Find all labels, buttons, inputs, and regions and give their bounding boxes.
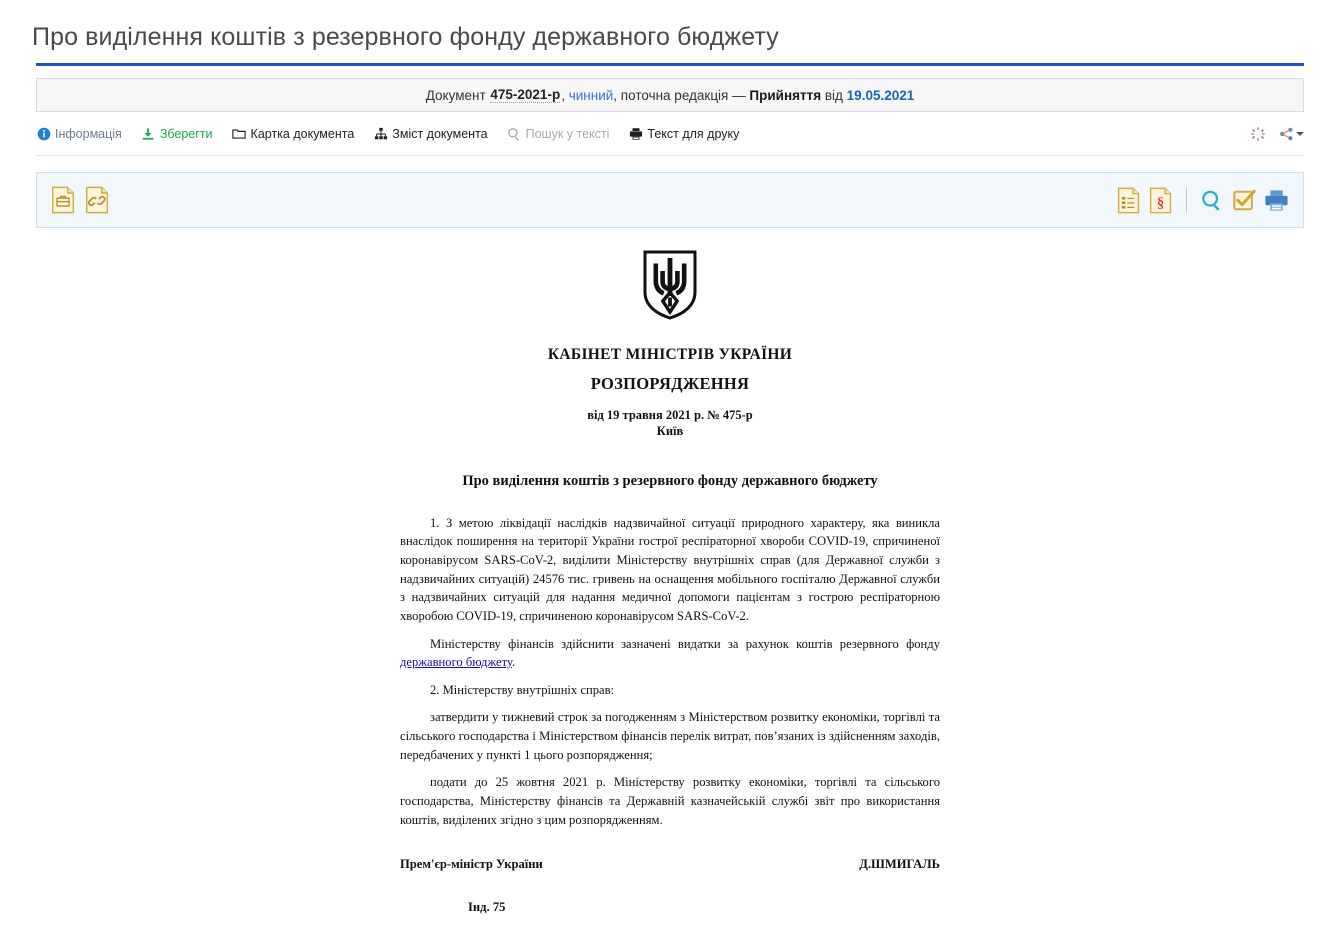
paragraph-2-text-after: . (511, 655, 516, 670)
menu-item-save-label: Зберегти (159, 126, 213, 141)
document-paragraph-1: 1. З метою ліквідації наслідків надзвичайної ситуації природного характеру, яка виникла внаслідок поширення на території України гострої респіраторної хвороби COVID-19, спричиненої коронавірусом SARS-CoV-2, виділити Міністерству внутрішніх справ (для Державної служби з надзвичайних ситуацій) 24576 тис. гривень на оснащення мобільного госпіталю Державної служби з надзвичайних ситуацій для надання медичної допомоги пацієнтам з гострою респіраторною хворобою COVID-19, спричиненою коронавірусом SARS-CoV-2. (400, 515, 940, 623)
document-menubar (36, 112, 1304, 156)
share-icon[interactable] (1279, 127, 1304, 141)
document-index: Інд. 75 (468, 900, 506, 915)
state-budget-link[interactable]: державного бюджету (400, 655, 512, 670)
document-card-icon[interactable] (51, 186, 76, 214)
status-date[interactable]: 19.05.2021 (846, 87, 915, 103)
paragraph-2-text-before: Міністерству фінансів здійснити зазначені видатки за рахунок коштів резервного фонду (430, 636, 940, 651)
document-link-icon[interactable] (85, 186, 110, 214)
search-icon (507, 126, 522, 141)
document-paragraph-icon[interactable] (1149, 187, 1173, 214)
ukraine-coat-of-arms-icon (400, 250, 940, 320)
status-document-number[interactable]: 475-2021-р (490, 87, 561, 102)
menu-item-table-of-contents-label: Зміст документа (392, 126, 488, 141)
status-prefix: Документ (425, 87, 486, 103)
document-toolbar (36, 172, 1304, 228)
page-title: Про виділення коштів з резервного фонду державного бюджету (32, 23, 779, 51)
status-bar-wrapper (0, 66, 1340, 112)
toolbar-separator (1186, 187, 1187, 213)
menu-item-save[interactable] (141, 126, 213, 141)
loading-spinner-icon[interactable] (1251, 127, 1265, 141)
menubar-right-actions (1251, 112, 1304, 156)
sitemap-icon (373, 126, 388, 141)
document-structure-icon[interactable] (1117, 187, 1141, 214)
checkbox-checked-icon[interactable] (1232, 188, 1256, 213)
document-paragraph-2 (400, 635, 940, 672)
issuing-authority: КАБІНЕТ МІНІСТРІВ УКРАЇНИ (547, 346, 793, 363)
chevron-down-icon (1296, 132, 1304, 136)
document-status-bar (36, 78, 1304, 112)
signature-row (400, 857, 940, 872)
download-icon (141, 126, 156, 141)
menu-item-print-text[interactable] (628, 126, 739, 141)
menu-item-information[interactable] (36, 126, 122, 141)
document-toolbar-wrapper (0, 156, 1340, 228)
document-paragraph-3: 2. Міністерству внутрішніх справ: (430, 682, 615, 697)
document-kind: РОЗПОРЯДЖЕННЯ (590, 374, 750, 393)
signer-name: Д.ШМИГАЛЬ (859, 857, 940, 872)
search-magnifier-icon[interactable] (1200, 188, 1224, 213)
document-content (400, 250, 940, 915)
document-dateline: від 19 травня 2021 р. № 475-р (587, 408, 753, 422)
signer-title: Прем'єр-міністр України (400, 857, 543, 872)
menu-item-document-card-label: Картка документа (250, 126, 355, 141)
printer-icon[interactable] (1264, 188, 1289, 213)
document-toolbar-left (51, 186, 110, 214)
document-toolbar-right (1117, 187, 1289, 214)
document-heading: Про виділення коштів з резервного фонду державного бюджету (462, 473, 878, 490)
menu-item-information-label: Інформація (55, 126, 122, 141)
menu-item-table-of-contents[interactable] (373, 126, 487, 141)
print-icon (628, 126, 643, 141)
menu-item-print-text-label: Текст для друку (647, 126, 740, 141)
folder-icon (232, 126, 247, 141)
document-paragraph-4: затвердити у тижневий строк за погодженням з Міністерством розвитку економіки, торгівлі та сільського господарства і Міністерством фінансів перелік витрат, пов’язаних із здійсненням заходів, передбачених у пункті 1 цього розпорядження; (400, 710, 940, 762)
menu-item-search-in-text[interactable] (507, 126, 610, 141)
status-comma: , (561, 87, 565, 103)
status-from: від (824, 87, 843, 103)
document-city: Київ (656, 423, 684, 438)
status-edition: , поточна редакція — (613, 87, 746, 103)
document-paragraph-5: подати до 25 жовтня 2021 р. Міністерству розвитку економіки, торгівлі та сільського господарства, Міністерству фінансів та Державній казначейській службі звіт про використання коштів, виділених згідно з цим розпорядженням. (400, 775, 940, 827)
menu-item-search-in-text-label: Пошук у тексті (525, 126, 610, 141)
menu-item-document-card[interactable] (232, 126, 355, 141)
info-icon (36, 126, 51, 141)
svg-text:§: § (1156, 195, 1165, 212)
status-validity[interactable]: чинний (568, 87, 614, 103)
status-event: Прийняття (749, 87, 822, 103)
